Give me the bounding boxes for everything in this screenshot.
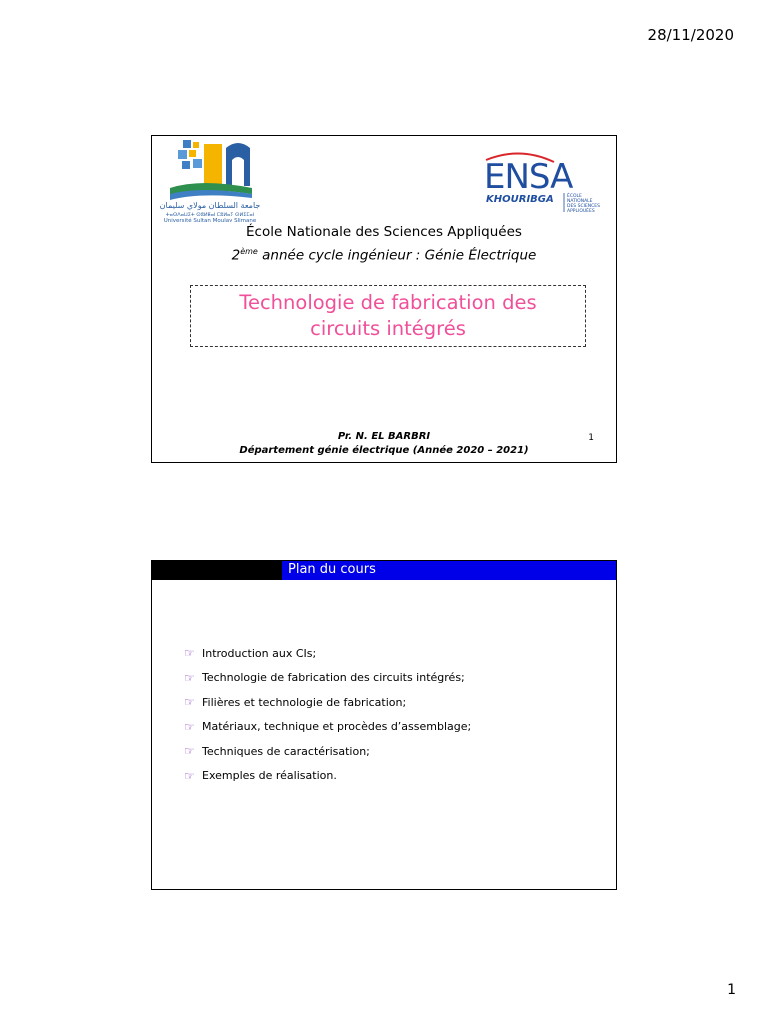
- pointing-hand-icon: ☞: [184, 768, 195, 783]
- svg-text:ⵜⴰⵙⴷⴰⵡⵉⵜ ⵙⵓⵍⵟⴰⵏ ⵎⵓⵍⴰⵢ ⵙⵍⵉⵎⴰⵏ: ⵜⴰⵙⴷⴰⵡⵉⵜ ⵙⵓⵍⵟⴰⵏ ⵎⵓⵍⴰⵢ ⵙⵍⵉⵎⴰⵏ: [165, 212, 255, 218]
- pointing-hand-icon: ☞: [184, 695, 195, 710]
- pointing-hand-icon: ☞: [184, 670, 195, 685]
- slide-title: [151, 135, 617, 463]
- slide-number: 1: [588, 433, 594, 443]
- plan-heading: Plan du cours: [288, 562, 376, 577]
- svg-text:NATIONALE: NATIONALE: [567, 199, 593, 204]
- program-line: 2ème année cycle ingénieur : Génie Électrique: [231, 247, 537, 264]
- list-item: ☞ Techniques de caractérisation;: [184, 744, 370, 759]
- list-item: ☞ Matériaux, technique et procèdes d’assemblage;: [184, 719, 472, 734]
- school-name: École Nationale des Sciences Appliquées: [246, 224, 522, 240]
- plan-heading-bar: [152, 561, 616, 580]
- school-block: [152, 222, 616, 266]
- page-number: 1: [727, 982, 736, 998]
- author-name: Pr. N. EL BARBRI: [337, 431, 431, 442]
- pointing-hand-icon: ☞: [184, 719, 195, 734]
- date: 28/11/2020: [647, 26, 734, 44]
- list-item: ☞ Filières et technologie de fabrication;: [184, 695, 407, 710]
- list-item: ☞ Technologie de fabrication des circuits intégrés;: [184, 670, 465, 685]
- svg-text:ÉCOLE: ÉCOLE: [567, 194, 582, 199]
- svg-text:ENSA: ENSA: [484, 157, 573, 197]
- pointing-hand-icon: ☞: [184, 744, 195, 759]
- svg-text:جامعة السلطان مولاي سليمان: جامعة السلطان مولاي سليمان: [159, 201, 261, 210]
- author-block: [152, 430, 616, 458]
- pointing-hand-icon: ☞: [184, 646, 195, 661]
- svg-text:KHOURIBGA: KHOURIBGA: [486, 194, 554, 205]
- list-item: ☞ Introduction aux CIs;: [184, 646, 317, 661]
- svg-text:DES SCIENCES: DES SCIENCES: [567, 204, 600, 209]
- university-logo-text: Université Sultan Moulay Slimane: [163, 218, 257, 222]
- svg-text:APPLIQUÉES: APPLIQUÉES: [567, 209, 595, 212]
- department: Département génie électrique (Année 2020 – 2021): [239, 445, 529, 456]
- slide-plan: [151, 560, 617, 890]
- ensa-logo: [480, 150, 612, 212]
- list-item: ☞ Exemples de réalisation.: [184, 768, 337, 783]
- university-logo: [156, 138, 264, 222]
- plan-list: [184, 641, 471, 788]
- course-title: Technologie de fabrication des circuits intégrés: [190, 285, 586, 347]
